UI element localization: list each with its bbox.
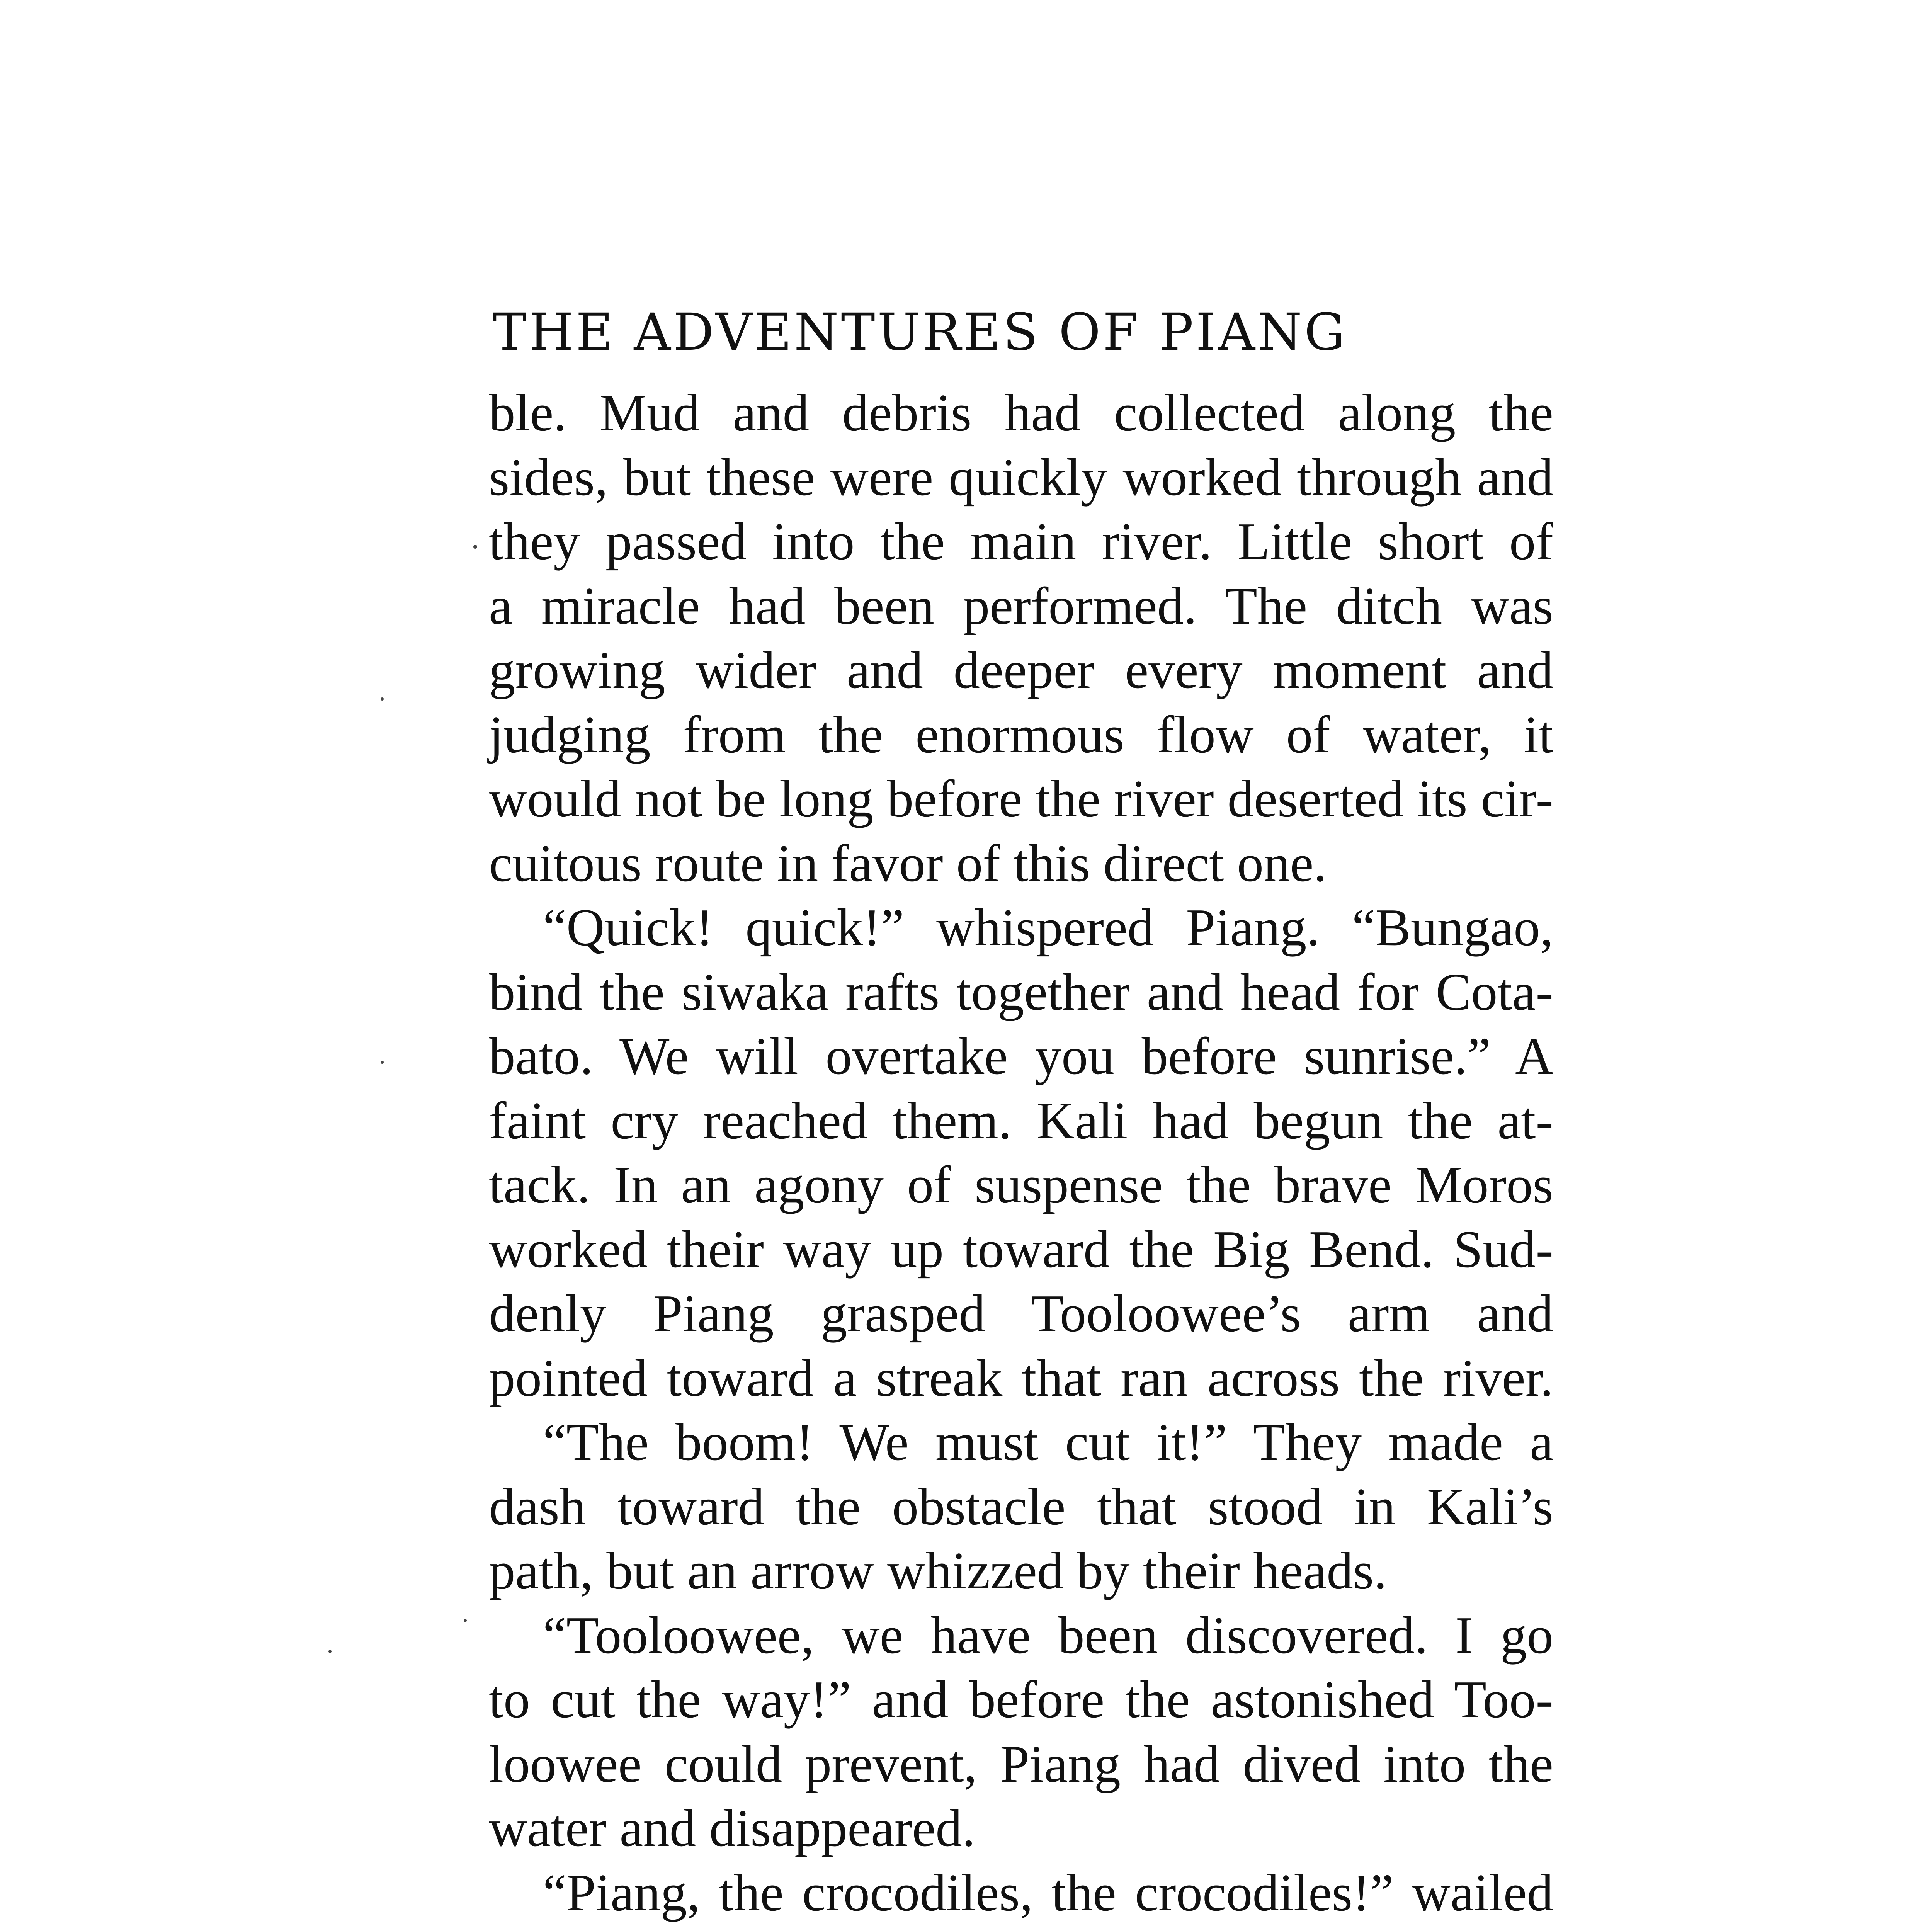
- text-line: bato. We will overtake you before sunrise.” A: [489, 1027, 1553, 1085]
- text-line: growing wider and deeper every moment and: [489, 641, 1553, 699]
- text-line: faint cry reached them. Kali had begun the at-: [489, 1091, 1553, 1150]
- text-line: bind the siwaka rafts together and head for Cota-: [489, 962, 1553, 1021]
- scan-speck: [473, 545, 477, 549]
- scan-speck: [328, 1650, 332, 1653]
- text-line: tack. In an agony of suspense the brave Moros: [489, 1155, 1553, 1214]
- text-line: “Piang, the crocodiles, the crocodiles!” wailed: [543, 1863, 1553, 1922]
- text-line: path, but an arrow whizzed by their heads.: [489, 1541, 1387, 1600]
- text-line: sides, but these were quickly worked through and: [489, 447, 1553, 507]
- text-line: cuitous route in favor of this direct one.: [489, 833, 1327, 893]
- text-line: denly Piang grasped Tooloowee’s arm and: [489, 1284, 1553, 1343]
- text-line: worked their way up toward the Big Bend. Sud-: [489, 1219, 1553, 1279]
- text-line: judging from the enormous flow of water, it: [489, 705, 1553, 764]
- text-line: water and disappeared.: [489, 1799, 976, 1857]
- body-text: [489, 381, 1553, 1925]
- text-line: ble. Mud and debris had collected along the: [489, 383, 1553, 442]
- scan-speck: [381, 697, 384, 701]
- text-line: “Quick! quick!” whispered Piang. “Bungao,: [543, 898, 1553, 957]
- text-line: “Tooloowee, we have been discovered. I go: [543, 1605, 1553, 1665]
- text-line: they passed into the main river. Little short of: [489, 512, 1553, 571]
- scan-speck: [381, 1061, 384, 1064]
- running-title: THE ADVENTURES OF PIANG: [493, 303, 1347, 362]
- text-line: dash toward the obstacle that stood in Kali’s: [489, 1477, 1553, 1536]
- text-line: a miracle had been performed. The ditch was: [489, 576, 1553, 635]
- text-line: would not be long before the river deserted its cir-: [489, 769, 1553, 828]
- scan-speck: [464, 1619, 467, 1622]
- text-line: loowee could prevent, Piang had dived into the: [489, 1734, 1553, 1793]
- text-line: to cut the way!” and before the astonished Too-: [489, 1670, 1553, 1729]
- text-line: “The boom! We must cut it!” They made a: [543, 1413, 1553, 1471]
- text-line: pointed toward a streak that ran across the river.: [489, 1348, 1553, 1407]
